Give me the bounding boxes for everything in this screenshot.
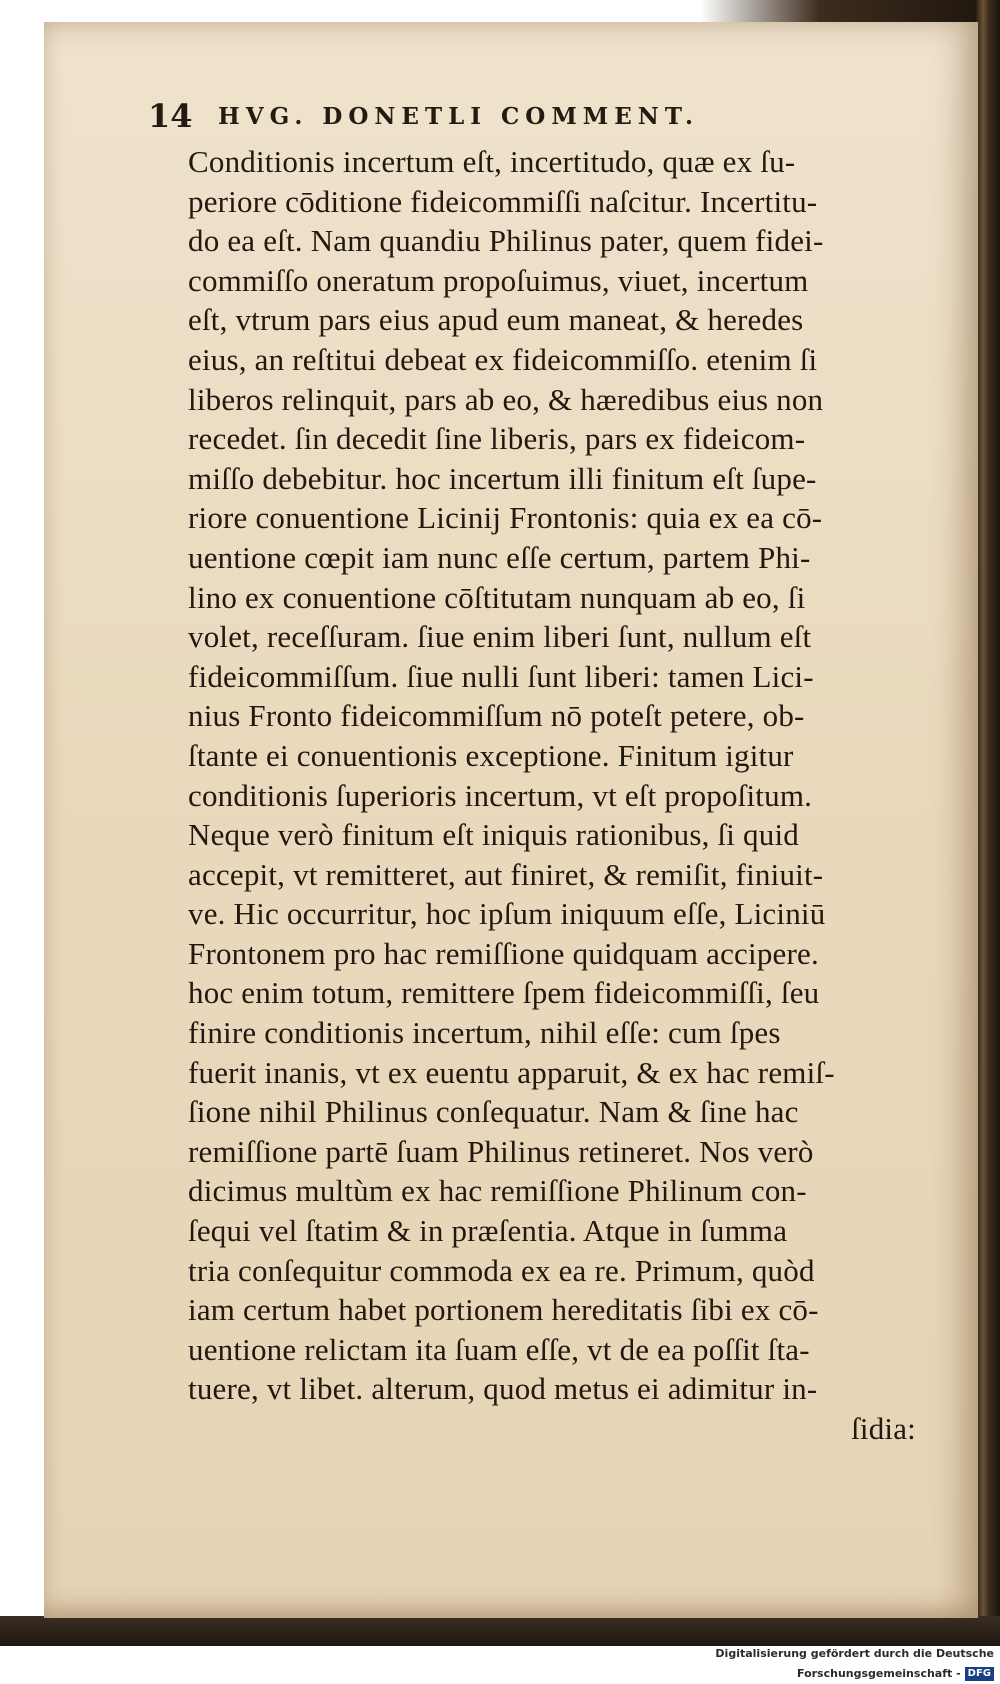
text-line: ſione nihil Philinus conſequatur. Nam & ſine hac xyxy=(188,1094,799,1130)
text-line: conditionis ſuperioris incertum, vt eſt propoſitum. xyxy=(188,777,813,813)
text-line: ſequi vel ſtatim & in præſentia. Atque in ſumma xyxy=(188,1213,788,1249)
text-line: ve. Hic occurritur, hoc ipſum iniquum eſſe, Liciniū xyxy=(188,896,826,932)
body-text xyxy=(188,142,948,1449)
text-line: nius Fronto fideicommiſſum nō poteſt petere, ob- xyxy=(188,698,805,734)
text-line: recedet. ſin decedit ſine liberis, pars ex fideicom- xyxy=(188,421,806,457)
text-line: accepit, vt remitteret, aut finiret, & remiſit, finiuit- xyxy=(188,856,824,892)
text-line: ſtante ei conuentionis exceptione. Finitum igitur xyxy=(188,737,794,773)
digitization-credit xyxy=(560,1644,994,1680)
text-line: remiſſione partē ſuam Philinus retineret. Nos verò xyxy=(188,1133,814,1169)
text-line: uentione relictam ita ſuam eſſe, vt de ea poſſit ſta- xyxy=(188,1331,810,1367)
book-edge-top xyxy=(700,0,1000,22)
book-edge-right xyxy=(976,0,1000,1640)
text-line: miſſo debebitur. hoc incertum illi finitum eſt ſupe- xyxy=(188,460,817,496)
text-line: Frontonem pro hac remiſſione quidquam accipere. xyxy=(188,935,819,971)
text-line: ſidia: xyxy=(851,1411,916,1446)
scan-border-bottom xyxy=(0,1616,1000,1646)
text-line: Neque verò finitum eſt iniquis rationibus, ſi quid xyxy=(188,817,799,853)
running-head xyxy=(148,96,868,136)
text-line: tria conſequitur commoda ex ea re. Primum, quòd xyxy=(188,1252,815,1288)
scan-border-left xyxy=(0,20,44,1620)
text-line: uentione cœpit iam nunc eſſe certum, partem Phi- xyxy=(188,539,811,575)
text-line: tuere, vt libet. alterum, quod metus ei adimitur in- xyxy=(188,1371,818,1407)
page-number: 14 xyxy=(148,97,193,135)
text-line: commiſſo oneratum propoſuimus, viuet, incertum xyxy=(188,262,809,298)
text-line: eius, an reſtitui debeat ex fideicommiſſo. etenim ſi xyxy=(188,341,818,377)
text-line: eſt, vtrum pars eius apud eum maneat, & heredes xyxy=(188,302,804,338)
text-line: fideicommiſſum. ſiue nulli ſunt liberi: tamen Lici- xyxy=(188,658,814,694)
digitization-credit-text: Digitalisierung gefördert durch die Deutsche Forschungsgemeinschaft - xyxy=(715,1647,994,1680)
text-line: fuerit inanis, vt ex euentu apparuit, & ex hac remiſ- xyxy=(188,1054,835,1090)
text-line: liberos relinquit, pars ab eo, & hæredibus eius non xyxy=(188,381,824,417)
text-line: do ea eſt. Nam quandiu Philinus pater, quem fidei- xyxy=(188,223,824,259)
text-line: Conditionis incertum eſt, incertitudo, quæ ex ſu- xyxy=(188,144,796,179)
text-line: riore conuentione Licinij Frontonis: quia ex ea cō- xyxy=(188,500,823,536)
text-line: periore cōditione fideicommiſſi naſcitur. Incertitu- xyxy=(188,183,818,219)
text-line: volet, receſſuram. ſiue enim liberi ſunt, nullum eſt xyxy=(188,619,812,655)
text-line: iam certum habet portionem hereditatis ſibi ex cō- xyxy=(188,1292,819,1328)
text-line: lino ex conuentione cōſtitutam nunquam ab eo, ſi xyxy=(188,579,806,615)
text-line: dicimus multùm ex hac remiſſione Philinum con- xyxy=(188,1173,807,1209)
text-line: hoc enim totum, remittere ſpem fideicommiſſi, ſeu xyxy=(188,975,820,1011)
dfg-logo: DFG xyxy=(965,1667,994,1681)
running-head-title: HVG. DONETLI COMMENT. xyxy=(218,103,699,130)
text-line: finire conditionis incertum, nihil eſſe: cum ſpes xyxy=(188,1015,781,1051)
